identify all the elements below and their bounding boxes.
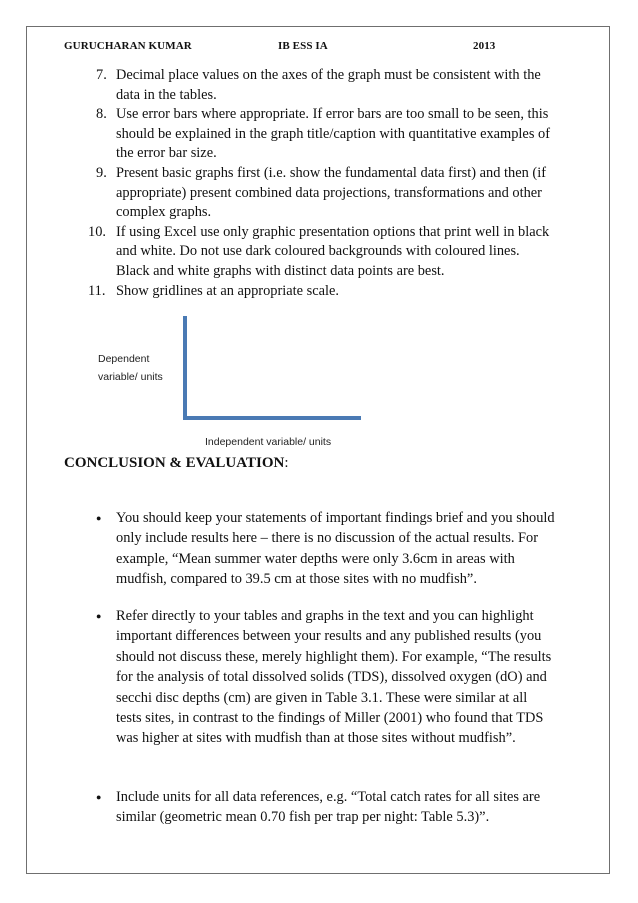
bullet-line: Include units for all data references, e.g. “Total catch rates for all sites are: [116, 789, 541, 805]
list-line: If using Excel use only graphic presentation options that print well in black: [116, 223, 550, 240]
list-item-text: [116, 223, 578, 282]
y-axis-label-line: Dependent: [98, 353, 150, 365]
header-year: 2013: [473, 40, 496, 52]
list-line: Use error bars where appropriate. If error bars are too small to be seen, this: [116, 106, 549, 123]
bullet-line: mudfish, compared to 39.5 cm at those sites with no mudfish”.: [116, 571, 477, 588]
graph-x-axis: [183, 416, 361, 420]
bullet-item: [92, 606, 582, 749]
numbered-list: [78, 66, 578, 301]
list-line: and white. Do not use dark coloured backgrounds with coloured lines.: [116, 243, 520, 260]
list-item-text: [116, 164, 578, 223]
list-line: complex graphs.: [116, 204, 212, 221]
list-item: [78, 164, 578, 223]
list-item: [78, 223, 578, 282]
bullet-line: important differences between your results and any published results (you: [116, 628, 542, 645]
bullet-text: [116, 787, 582, 828]
bullet-line: was higher at sites with mudfish than at those sites without mudfish”.: [116, 730, 516, 747]
bullet-line: only include results here – there is no discussion of the actual results. For: [116, 530, 539, 547]
list-item: [78, 105, 578, 164]
list-item: [78, 66, 578, 105]
bullet-line: for the analysis of total dissolved solids (TDS), dissolved oxygen (dO) and: [116, 669, 547, 686]
list-item-number: 8.: [96, 106, 107, 123]
header-author: GURUCHARAN KUMAR: [64, 40, 192, 52]
list-item-text: [116, 282, 578, 302]
bullet-line: should not discuss these, merely highlight them). For example, “The results: [116, 648, 552, 665]
bullet-dot-icon: ●: [96, 513, 102, 523]
list-item-text: [116, 105, 578, 164]
section-title-text: CONCLUSION & EVALUATION: [64, 455, 285, 471]
bullet-line: Refer directly to your tables and graphs in the text and you can highlight: [116, 608, 534, 624]
list-line: Black and white graphs with distinct data points are best.: [116, 262, 445, 279]
bullet-line: tests sites, in contrast to the findings of Miller (2001) who found that TDS: [116, 710, 544, 727]
list-line: Present basic graphs first (i.e. show the fundamental data first) and then (if: [116, 164, 546, 181]
list-line: should be explained in the graph title/caption with quantitative examples of: [116, 125, 551, 142]
bullet-dot-icon: ●: [96, 611, 102, 621]
list-line: Show gridlines at an appropriate scale.: [116, 282, 339, 299]
list-line: appropriate) present combined data projections, transformations and other: [116, 184, 542, 201]
list-item-text: [116, 66, 578, 105]
list-item: [78, 282, 578, 302]
bullet-item: [92, 508, 582, 590]
bullet-line: similar (geometric mean 0.70 fish per trap per night: Table 5.3)”.: [116, 809, 490, 826]
bullet-text: [116, 606, 582, 749]
bullet-dot-icon: ●: [96, 792, 102, 802]
list-item-number: 7.: [96, 67, 107, 83]
section-title: [64, 455, 288, 472]
bullet-text: [116, 508, 582, 590]
x-axis-label: Independent variable/ units: [205, 436, 332, 448]
header-course: IB ESS IA: [278, 40, 328, 52]
y-axis-label-line: variable/ units: [98, 371, 163, 383]
list-item-number: 11.: [88, 282, 106, 299]
bullet-item: [92, 787, 582, 828]
list-item-number: 9.: [96, 164, 107, 181]
graph-y-axis: [183, 316, 187, 420]
bullet-line: secchi disc depths (cm) are given in Table 3.1. These were similar at all: [116, 689, 528, 706]
y-axis-label: [98, 350, 163, 386]
list-line: data in the tables.: [116, 86, 217, 103]
bullet-line: You should keep your statements of important findings brief and you should: [116, 510, 555, 526]
bullet-line: example, “Mean summer water depths were only 3.6cm in areas with: [116, 550, 515, 567]
section-title-colon: :: [284, 455, 289, 471]
list-item-number: 10.: [88, 223, 106, 240]
list-line: Decimal place values on the axes of the graph must be consistent with the: [116, 67, 541, 83]
list-line: the error bar size.: [116, 145, 217, 162]
